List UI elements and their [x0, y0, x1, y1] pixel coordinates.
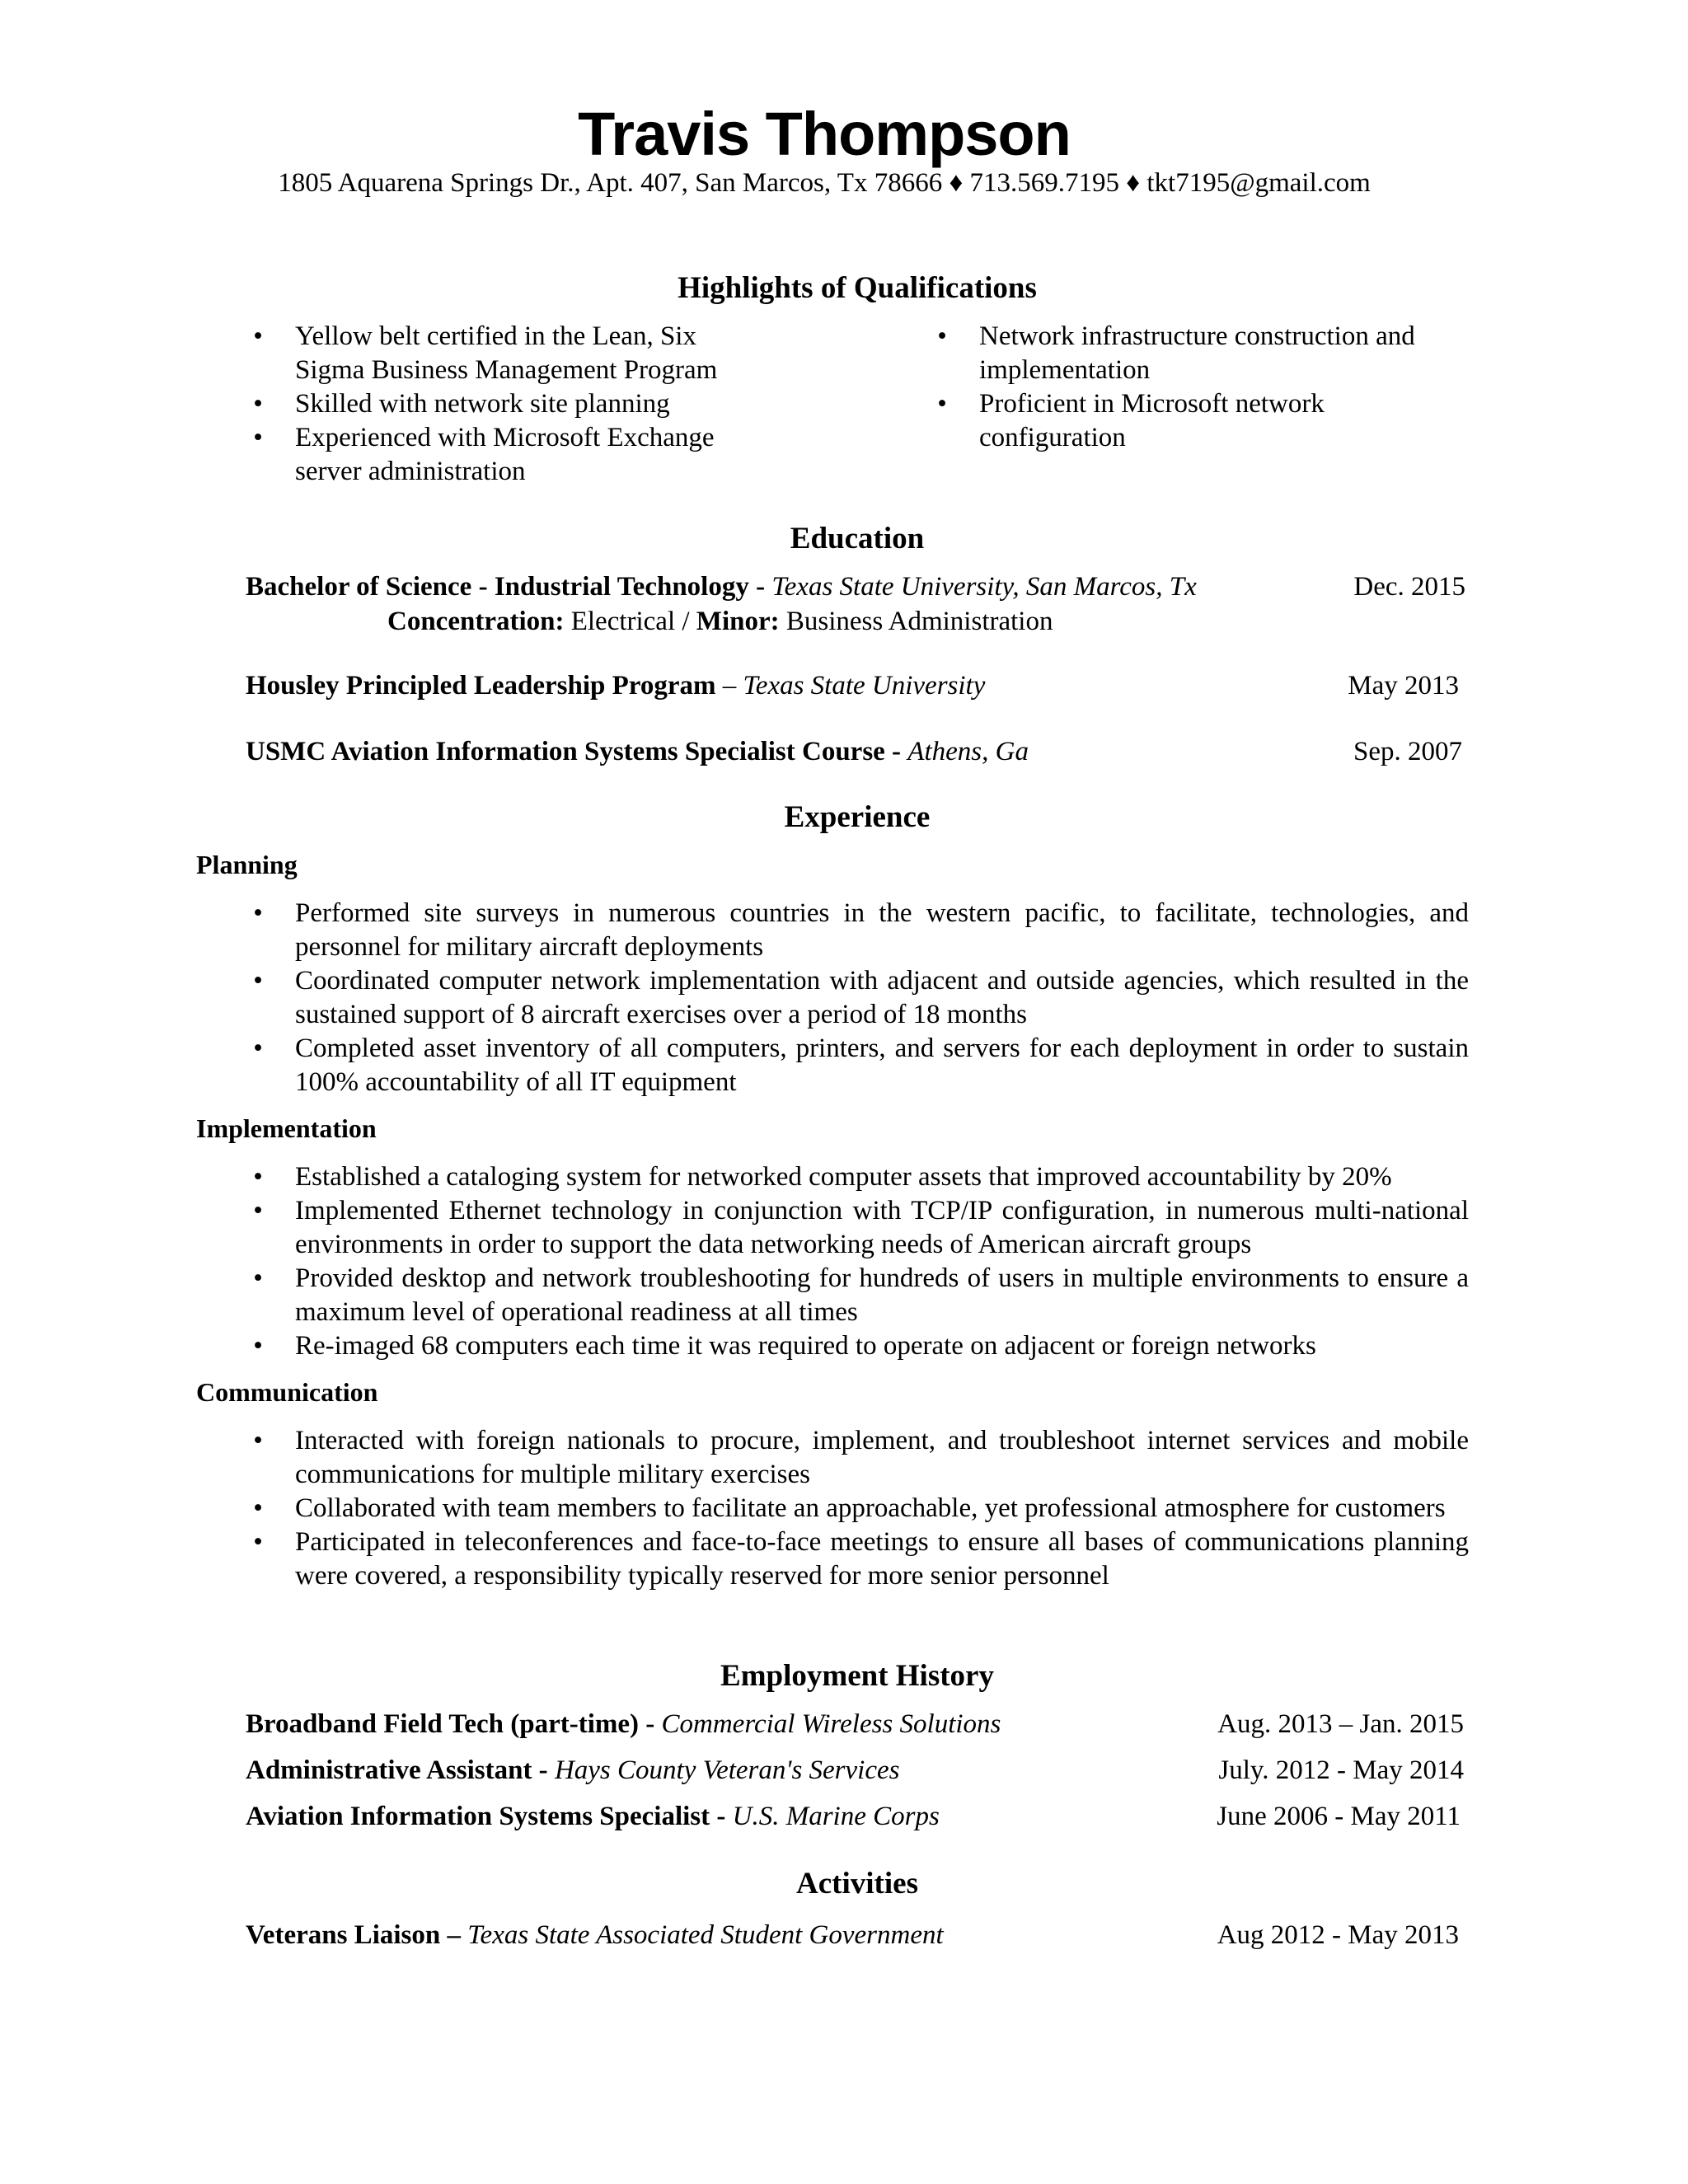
highlights-title: Highlights of Qualifications — [678, 271, 1037, 305]
bullet-icon: • — [253, 1331, 263, 1361]
employer-name: Hays County Veteran's Services — [554, 1755, 900, 1785]
school-name: Texas State University — [743, 671, 986, 701]
bullet-icon: • — [253, 1263, 263, 1293]
education-entry — [246, 733, 1462, 770]
bullet-icon: • — [253, 1196, 263, 1226]
experience-communication-list — [198, 1424, 1469, 1593]
highlights-right-list — [882, 320, 1475, 455]
degree-title: Bachelor of Science - Industrial Technology - — [246, 572, 772, 602]
course-location: Athens, Ga — [907, 737, 1029, 766]
education-date: Sep. 2007 — [1353, 737, 1462, 766]
bullet-icon: • — [253, 1162, 263, 1192]
experience-item: • Coordinated computer network implementation with adjacent and outside agencies, which resulted in the sustained support of 8 aircraft exercises over a period of 18 months — [198, 964, 1469, 1032]
employment-entry — [246, 1706, 1464, 1742]
employment-title: Employment History — [720, 1659, 994, 1693]
bullet-icon: • — [937, 321, 947, 351]
bullet-icon: • — [253, 1493, 263, 1523]
education-date: Dec. 2015 — [1353, 572, 1465, 602]
bullet-icon: • — [253, 1426, 263, 1455]
candidate-name: Travis Thompson — [578, 100, 1071, 168]
bullet-icon: • — [253, 423, 263, 452]
employment-entry — [246, 1798, 1461, 1835]
job-role: Administrative Assistant - — [246, 1755, 555, 1785]
bullet-icon: • — [253, 898, 263, 928]
experience-item: • Collaborated with team members to facilitate an approachable, yet professional atmosphere for customers — [198, 1492, 1469, 1526]
experience-planning-list — [198, 897, 1469, 1099]
bullet-icon: • — [253, 389, 263, 419]
minor-value: Business Administration — [779, 607, 1053, 636]
separator: – — [715, 671, 743, 701]
experience-item: • Participated in teleconferences and face-to-face meetings to ensure all bases of communications planning were covered, a responsibility typically reserved for more senior personnel — [198, 1526, 1469, 1593]
activity-role: Veterans Liaison – — [246, 1920, 468, 1950]
experience-group-heading: Communication — [196, 1377, 378, 1407]
bullet-icon: • — [253, 321, 263, 351]
education-entry — [246, 668, 1459, 704]
education-entry — [246, 569, 1465, 605]
employment-dates: Aug. 2013 – Jan. 2015 — [1217, 1709, 1464, 1739]
experience-item: • Established a cataloging system for networked computer assets that improved accountability by 20% — [198, 1160, 1469, 1194]
contact-line: 1805 Aquarena Springs Dr., Apt. 407, San Marcos, Tx 78666 ♦ 713.569.7195 ♦ tkt7195@gmail.com — [278, 168, 1371, 198]
bullet-icon: • — [937, 389, 947, 419]
program-title: Housley Principled Leadership Program — [246, 671, 716, 701]
highlight-item: • Network infrastructure construction and implementation — [882, 320, 1475, 387]
activities-title: Activities — [796, 1867, 918, 1900]
concentration-value: Electrical / — [564, 607, 696, 636]
concentration-label: Concentration: — [387, 607, 565, 636]
activity-dates: Aug 2012 - May 2013 — [1217, 1920, 1459, 1950]
employment-dates: July. 2012 - May 2014 — [1218, 1755, 1464, 1785]
experience-item: • Completed asset inventory of all computers, printers, and servers for each deployment in order to sustain 100% accountability of all IT equipment — [198, 1032, 1469, 1099]
activity-entry — [246, 1917, 1459, 1953]
experience-item: • Implemented Ethernet technology in conjunction with TCP/IP configuration, in numerous multi-national environments in order to support the data networking needs of American aircraft groups — [198, 1194, 1469, 1262]
highlight-item: • Skilled with network site planning — [198, 387, 758, 421]
highlights-left-list — [198, 320, 758, 489]
education-date: May 2013 — [1348, 671, 1459, 701]
experience-item: • Provided desktop and network troubleshooting for hundreds of users in multiple environments to ensure a maximum level of operational readiness at all times — [198, 1262, 1469, 1329]
course-title: USMC Aviation Information Systems Specialist Course - — [246, 737, 908, 766]
experience-item: • Re-imaged 68 computers each time it was required to operate on adjacent or foreign networks — [198, 1329, 1469, 1363]
experience-title: Experience — [784, 800, 931, 834]
minor-label: Minor: — [696, 607, 780, 636]
experience-group-heading: Implementation — [196, 1113, 377, 1143]
experience-implementation-list — [198, 1160, 1469, 1363]
highlight-item: • Yellow belt certified in the Lean, Six Sigma Business Management Program — [198, 320, 758, 387]
experience-item: • Performed site surveys in numerous countries in the western pacific, to facilitate, technologies, and personnel for military aircraft deployments — [198, 897, 1469, 964]
activity-org: Texas State Associated Student Government — [467, 1920, 944, 1950]
highlight-item: • Proficient in Microsoft network configuration — [882, 387, 1475, 455]
employment-entry — [246, 1752, 1464, 1788]
education-title: Education — [790, 522, 925, 555]
school-name: Texas State University, San Marcos, Tx — [771, 572, 1197, 602]
job-role: Broadband Field Tech (part-time) - — [246, 1709, 662, 1739]
experience-item: • Interacted with foreign nationals to procure, implement, and troubleshoot internet services and mobile communications for multiple military exercises — [198, 1424, 1469, 1492]
bullet-icon: • — [253, 966, 263, 996]
employer-name: Commercial Wireless Solutions — [661, 1709, 1001, 1739]
employment-dates: June 2006 - May 2011 — [1217, 1802, 1461, 1831]
job-role: Aviation Information Systems Specialist - — [246, 1802, 733, 1831]
education-concentration — [387, 603, 1459, 640]
employer-name: U.S. Marine Corps — [732, 1802, 940, 1831]
bullet-icon: • — [253, 1527, 263, 1557]
bullet-icon: • — [253, 1033, 263, 1063]
highlight-item: • Experienced with Microsoft Exchange server administration — [198, 421, 758, 489]
experience-group-heading: Planning — [196, 850, 298, 879]
